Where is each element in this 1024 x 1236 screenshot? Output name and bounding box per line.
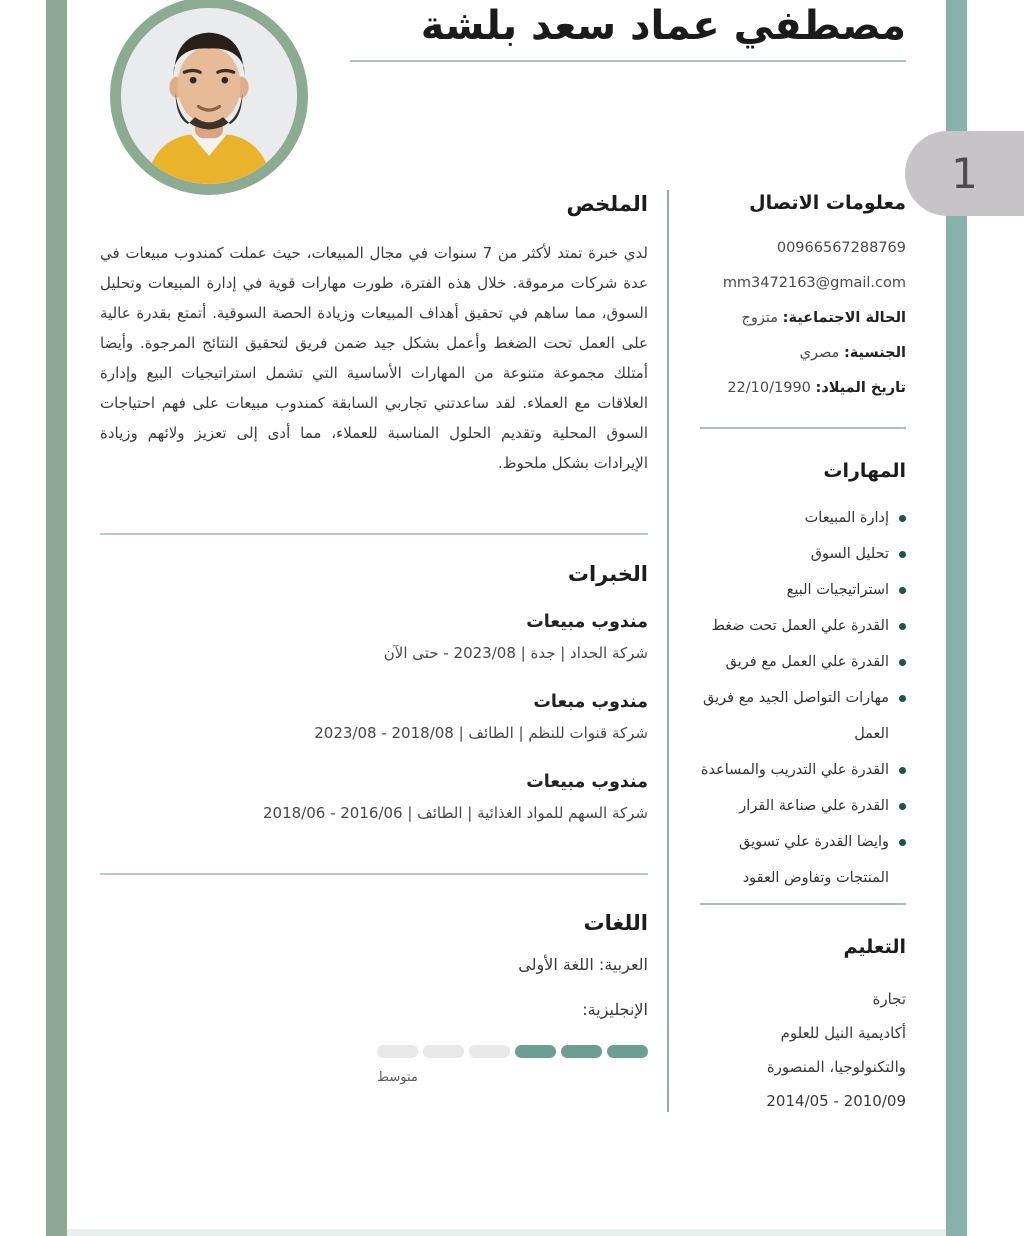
summary-section <box>100 192 648 478</box>
skill-label: القدرة علي العمل مع فريق <box>725 654 889 670</box>
skill-item <box>700 572 906 608</box>
bullet-dot-icon <box>899 659 906 666</box>
skills-section <box>700 460 906 896</box>
skill-item <box>700 680 906 752</box>
job-meta: شركة الحداد | جدة | 2023/08 - حتى الآن <box>383 644 648 662</box>
contact-title: معلومات الاتصال <box>749 192 906 214</box>
skill-item <box>700 500 906 536</box>
skill-label: القدرة علي صناعة القرار <box>739 798 889 814</box>
skill-label: إدارة المبيعات <box>804 510 889 526</box>
contact-row <box>700 377 906 399</box>
contact-field-value: 00966567288769 <box>776 240 906 256</box>
bullet-dot-icon <box>899 839 906 846</box>
left-accent-bar <box>46 0 67 1236</box>
contact-row <box>700 272 906 294</box>
page-number-badge <box>905 131 1024 216</box>
candidate-name: مصطفي عماد سعد بلشة <box>420 3 906 49</box>
english-level-bar <box>377 1045 648 1058</box>
job-meta: شركة قنوات للنظم | الطائف | 2018/08 - 2023/08 <box>314 724 648 742</box>
skills-title: المهارات <box>823 460 906 482</box>
level-segment <box>469 1045 510 1058</box>
level-segment <box>377 1045 418 1058</box>
column-divider <box>667 190 669 1112</box>
skill-item <box>700 788 906 824</box>
job-meta: شركة السهم للمواد الغذائية | الطائف | 2016/06 - 2018/06 <box>262 804 648 822</box>
experience-section <box>100 562 648 852</box>
contact-field-value: مصري <box>799 345 840 361</box>
section-divider <box>100 533 648 535</box>
english-level-label: متوسط <box>377 1070 418 1085</box>
experience-title: الخبرات <box>567 562 648 586</box>
job-entry <box>100 692 648 742</box>
page-number: 1 <box>951 149 978 198</box>
contact-section <box>700 192 906 412</box>
skill-item <box>700 608 906 644</box>
profile-photo <box>110 0 308 195</box>
skill-item <box>700 752 906 788</box>
skills-list <box>700 500 906 896</box>
skill-item <box>700 536 906 572</box>
bottom-strip <box>67 1229 946 1236</box>
bullet-dot-icon <box>899 551 906 558</box>
bullet-dot-icon <box>899 515 906 522</box>
skill-label: القدرة علي العمل تحت ضغط <box>711 618 889 634</box>
contact-field-label: تاريخ الميلاد: <box>815 380 906 396</box>
level-segment <box>561 1045 602 1058</box>
bullet-dot-icon <box>899 623 906 630</box>
job-role: مندوب مبعات <box>533 692 648 712</box>
skill-label: تحليل السوق <box>810 546 889 562</box>
contact-row <box>700 342 906 364</box>
level-segment <box>607 1045 648 1058</box>
education-section <box>700 936 906 1118</box>
section-divider <box>700 903 906 905</box>
job-list <box>100 612 648 822</box>
contact-row <box>700 237 906 259</box>
arabic-language-line: العربية: اللغة الأولى <box>518 955 648 974</box>
contact-field-value: متزوج <box>741 310 779 326</box>
skill-label: القدرة علي التدريب والمساعدة <box>700 762 889 778</box>
level-segment <box>515 1045 556 1058</box>
job-entry <box>100 772 648 822</box>
skill-label: استراتيجيات البيع <box>786 582 889 598</box>
bullet-dot-icon <box>899 767 906 774</box>
bullet-dot-icon <box>899 803 906 810</box>
name-underline <box>350 60 906 62</box>
summary-title: الملخص <box>566 192 648 216</box>
contact-field-value: 22/10/1990 <box>727 380 811 396</box>
education-degree: تجارة <box>872 990 906 1008</box>
job-role: مندوب مبيعات <box>526 772 648 792</box>
contact-field-value: mm3472163@gmail.com <box>722 275 906 291</box>
languages-section <box>100 911 648 1085</box>
level-segment <box>423 1045 464 1058</box>
education-dates: 2010/09 - 2014/05 <box>766 1092 906 1110</box>
job-role: مندوب مبيعات <box>526 612 648 632</box>
section-divider <box>100 873 648 875</box>
summary-text: لدي خبرة تمتد لأكثر من 7 سنوات في مجال المبيعات، حيث عملت كمندوب مبيعات في عدة شركات مرموقة. خلال هذه الفترة، طورت مهارات قوية في إدارة المبيعات وتحليل السوق، مما ساهم في تحقيق أهداف المبيعات وزيادة الحصة السوقية. أتمتع بقدرة عالية على العمل تحت الضغط وأعمل بشكل جيد ضمن فريق لتحقيق النتائج المرجوة. وأيضا أمتلك مجموعة متنوعة من المهارات الأساسية التي تشمل استراتيجيات البيع وإدارة العلاقات مع العملاء. لقد ساعدتني تجاربي السابقة كمندوب مبيعات على فهم احتياجات السوق المحلية وتقديم الحلول المناسبة للعملاء، مما أدى إلى تعزيز ولائهم وزيادة الإيرادات بشكل ملحوظ. <box>100 244 648 472</box>
job-entry <box>100 612 648 662</box>
skill-label: وايضا القدرة علي تسويق المنتجات وتفاوض العقود <box>738 834 889 886</box>
skill-item <box>700 644 906 680</box>
education-school: أكاديمية النيل للعلوم والتكنولوجيا، المنصورة <box>766 1024 906 1076</box>
education-title: التعليم <box>843 936 906 958</box>
contact-field-label: الحالة الاجتماعية: <box>782 310 906 326</box>
english-language-label: الإنجليزية: <box>582 1000 648 1019</box>
bullet-dot-icon <box>899 587 906 594</box>
contact-field-label: الجنسية: <box>843 345 906 361</box>
languages-title: اللغات <box>583 911 648 935</box>
section-divider <box>700 427 906 429</box>
contact-row <box>700 307 906 329</box>
skill-label: مهارات التواصل الجيد مع فريق العمل <box>703 690 889 742</box>
avatar-illustration <box>121 8 297 184</box>
skill-item <box>700 824 906 896</box>
contact-fields <box>700 237 906 399</box>
bullet-dot-icon <box>899 695 906 702</box>
